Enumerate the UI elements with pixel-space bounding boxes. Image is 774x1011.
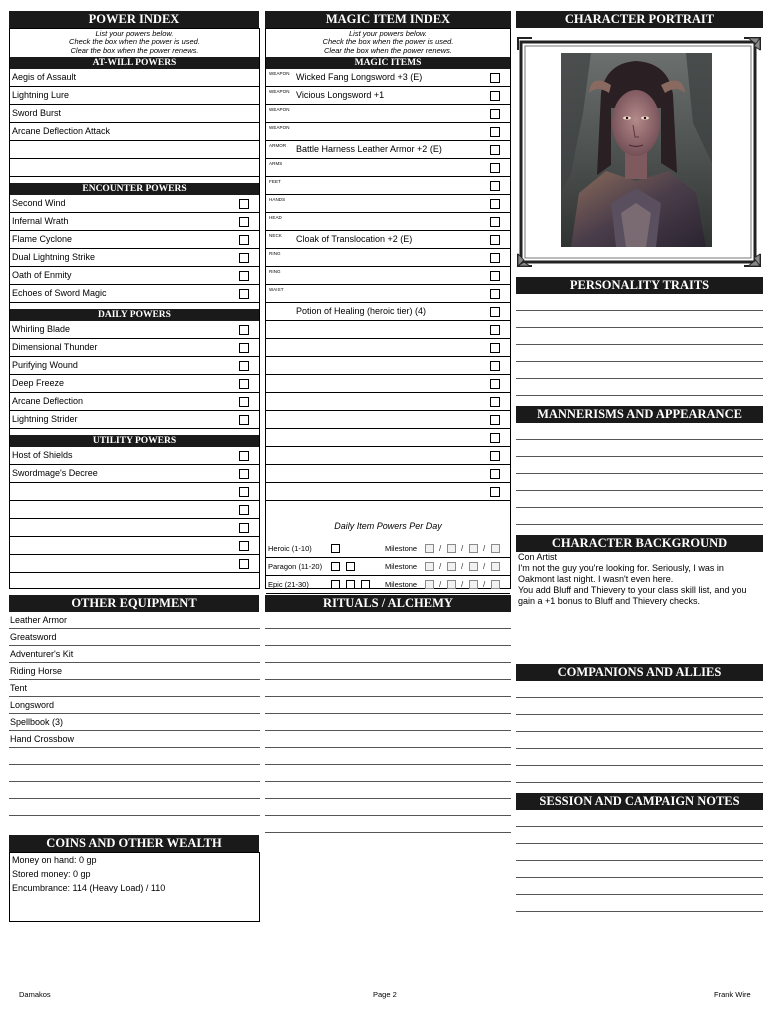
equipment-item: Greatsword [9,629,260,646]
power-used-checkbox[interactable] [239,415,249,425]
item-slot-label: WEAPON [269,89,290,94]
companion-line[interactable] [516,732,763,749]
personality-line[interactable] [516,311,763,328]
daily-use-checkbox[interactable] [331,562,340,571]
power-row [10,465,259,483]
ritual-line[interactable] [265,612,511,629]
power-row [10,501,259,519]
item-slot-label: WEAPON [269,71,290,76]
background-line: Con Artist [518,552,558,562]
power-name: Deep Freeze [12,378,65,388]
magic-item-row [266,429,510,447]
item-name: Potion of Healing (heroic tier) (4) [296,306,427,316]
mannerism-line[interactable] [516,508,763,525]
power-name: Lightning Strider [12,414,78,424]
item-used-checkbox[interactable] [490,469,500,479]
power-name: Aegis of Assault [12,72,77,82]
power-used-checkbox[interactable] [239,487,249,497]
character-background-title: CHARACTER BACKGROUND [516,535,763,552]
instruction-line: Clear the box when the power renews. [324,45,452,55]
milestone-checkbox[interactable] [491,580,500,589]
daily-use-checkbox[interactable] [331,544,340,553]
magic-item-row [266,267,510,285]
power-name: Arcane Deflection [12,396,84,406]
magic-item-row [266,69,510,87]
equipment-item: Tent [9,680,260,697]
power-used-checkbox[interactable] [239,451,249,461]
magic-item-row [266,213,510,231]
magic-item-index-title: MAGIC ITEM INDEX [265,11,511,28]
slash-separator: / [439,544,442,553]
personality-line[interactable] [516,294,763,311]
power-row [10,267,259,285]
power-used-checkbox[interactable] [239,469,249,479]
magic-items-header: MAGIC ITEMS [266,57,510,69]
item-used-checkbox[interactable] [490,127,500,137]
power-row [10,123,259,141]
personality-line[interactable] [516,345,763,362]
item-name: Battle Harness Leather Armor +2 (E) [296,144,442,154]
item-used-checkbox[interactable] [490,199,500,209]
encumbrance: Encumbrance: 114 (Heavy Load) / 110 [12,883,166,893]
power-row [10,195,259,213]
power-used-checkbox[interactable] [239,271,249,281]
magic-item-row [266,195,510,213]
slash-separator: / [461,544,464,553]
power-used-checkbox[interactable] [239,199,249,209]
slash-separator: / [483,562,486,571]
power-row [10,339,259,357]
magic-item-row [266,375,510,393]
mannerism-line[interactable] [516,491,763,508]
power-name: Purifying Wound [12,360,78,370]
portrait-illustration [561,53,712,247]
ritual-line[interactable] [265,714,511,731]
item-used-checkbox[interactable] [490,73,500,83]
daily-use-checkbox[interactable] [331,580,340,589]
notes-line[interactable] [516,895,763,912]
equipment-item [9,799,260,816]
power-name: Flame Cyclone [12,234,73,244]
power-name: Lightning Lure [12,90,70,100]
power-row [10,69,259,87]
equipment-item: Hand Crossbow [9,731,260,748]
milestone-label: Milestone [385,544,418,553]
power-name: Sword Burst [12,108,62,118]
item-used-checkbox[interactable] [490,397,500,407]
footer-player-name: Frank Wire [714,990,751,999]
notes-line[interactable] [516,878,763,895]
background-line: I'm not the guy you're looking for. Seriously, I was in [518,563,724,573]
power-row [10,555,259,573]
item-slot-label: WEAPON [269,125,290,130]
power-row [10,393,259,411]
power-used-checkbox[interactable] [239,217,249,227]
magic-item-row [266,465,510,483]
mannerism-line[interactable] [516,474,763,491]
ritual-line[interactable] [265,663,511,680]
background-text [518,552,763,607]
equipment-item [9,748,260,765]
power-row [10,141,259,159]
power-row [10,87,259,105]
item-used-checkbox[interactable] [490,109,500,119]
ritual-line[interactable] [265,816,511,833]
footer-character-name: Damakos [19,990,51,999]
encounter-powers-header: ENCOUNTER POWERS [10,183,259,195]
slash-separator: / [439,562,442,571]
slash-separator: / [483,580,486,589]
notes-line[interactable] [516,810,763,827]
personality-traits-title: PERSONALITY TRAITS [516,277,763,294]
power-row [10,537,259,555]
item-used-checkbox[interactable] [490,91,500,101]
tier-label: Epic (21-30) [268,580,309,589]
notes-line[interactable] [516,861,763,878]
power-used-checkbox[interactable] [239,325,249,335]
milestone-label: Milestone [385,580,418,589]
power-used-checkbox[interactable] [239,559,249,569]
slash-separator: / [461,562,464,571]
power-index-instructions [9,30,260,55]
power-name: Host of Shields [12,450,73,460]
utility-powers-header: UTILITY POWERS [10,435,259,447]
power-name: Dual Lightning Strike [12,252,96,262]
item-slot-label: RING [269,251,281,256]
milestone-checkbox[interactable] [447,544,456,553]
stored-money: Stored money: 0 gp [12,869,91,879]
item-slot-label: HANDS [269,197,286,202]
item-slot-label: HEAD [269,215,282,220]
item-used-checkbox[interactable] [490,181,500,191]
companion-line[interactable] [516,698,763,715]
item-slot-label: ARMS [269,161,283,166]
item-slot-label: FEET [269,179,281,184]
magic-item-row [266,87,510,105]
power-used-checkbox[interactable] [239,505,249,515]
other-equipment-title: OTHER EQUIPMENT [9,595,259,612]
power-row [10,483,259,501]
milestone-checkbox[interactable] [425,544,434,553]
power-name: Infernal Wrath [12,216,69,226]
power-row [10,357,259,375]
background-line: You add Bluff and Thievery to your class skill list, and you [518,585,747,595]
at-will-powers-header: AT-WILL POWERS [10,57,259,69]
power-name: Echoes of Sword Magic [12,288,107,298]
instruction-line: Check the box when the power is used. [69,37,200,47]
magic-item-row [266,357,510,375]
instruction-line: List your powers below. [349,29,427,38]
magic-item-instructions [265,30,511,55]
equipment-item: Adventurer's Kit [9,646,260,663]
money-on-hand: Money on hand: 0 gp [12,855,97,865]
companion-line[interactable] [516,766,763,783]
magic-item-row [266,141,510,159]
equipment-item [9,765,260,782]
power-row [10,321,259,339]
coins-title: COINS AND OTHER WEALTH [9,835,259,852]
character-portrait-title: CHARACTER PORTRAIT [516,11,763,28]
equipment-item: Riding Horse [9,663,260,680]
item-used-checkbox[interactable] [490,235,500,245]
item-used-checkbox[interactable] [490,289,500,299]
milestone-checkbox[interactable] [469,580,478,589]
power-name: Oath of Enmity [12,270,72,280]
equipment-item [9,782,260,799]
item-name: Cloak of Translocation +2 (E) [296,234,413,244]
rituals-title: RITUALS / ALCHEMY [265,595,511,612]
personality-line[interactable] [516,362,763,379]
magic-item-row [266,411,510,429]
item-used-checkbox[interactable] [490,433,500,443]
power-row [10,249,259,267]
power-used-checkbox[interactable] [239,343,249,353]
power-name: Arcane Deflection Attack [12,126,111,136]
item-used-checkbox[interactable] [490,379,500,389]
equipment-item: Longsword [9,697,260,714]
item-used-checkbox[interactable] [490,361,500,371]
item-used-checkbox[interactable] [490,415,500,425]
footer-page-number: Page 2 [373,990,397,999]
magic-item-row [266,339,510,357]
personality-line[interactable] [516,328,763,345]
power-used-checkbox[interactable] [239,523,249,533]
magic-item-row [266,123,510,141]
personality-line[interactable] [516,379,763,396]
power-index-title: POWER INDEX [9,11,259,28]
slash-separator: / [439,580,442,589]
background-line: Oakmont last night. I wasn't even here. [518,574,674,584]
power-used-checkbox[interactable] [239,541,249,551]
item-used-checkbox[interactable] [490,145,500,155]
power-row [10,519,259,537]
milestone-checkbox[interactable] [491,562,500,571]
character-portrait-image [561,53,712,247]
item-used-checkbox[interactable] [490,487,500,497]
milestone-checkbox[interactable] [469,562,478,571]
ritual-line[interactable] [265,782,511,799]
power-row [10,375,259,393]
milestone-label: Milestone [385,562,418,571]
item-used-checkbox[interactable] [490,271,500,281]
item-used-checkbox[interactable] [490,325,500,335]
companion-line[interactable] [516,681,763,698]
item-slot-label: ARMOR [269,143,287,148]
power-name: Whirling Blade [12,324,71,334]
item-slot-label: NECK [269,233,282,238]
ritual-line[interactable] [265,646,511,663]
magic-item-row [266,231,510,249]
instruction-line: List your powers below. [95,29,174,38]
ritual-line[interactable] [265,629,511,646]
power-used-checkbox[interactable] [239,289,249,299]
magic-item-row [266,159,510,177]
magic-item-row [266,393,510,411]
item-slot-label: RING [269,269,281,274]
item-slot-label: WAIST [269,287,284,292]
power-name: Second Wind [12,198,66,208]
ritual-line[interactable] [265,680,511,697]
power-used-checkbox[interactable] [239,397,249,407]
power-row [10,231,259,249]
magic-item-row [266,105,510,123]
power-used-checkbox[interactable] [239,253,249,263]
mannerism-line[interactable] [516,423,763,440]
ritual-line[interactable] [265,799,511,816]
ritual-line[interactable] [265,765,511,782]
item-used-checkbox[interactable] [490,253,500,263]
ritual-line[interactable] [265,731,511,748]
item-used-checkbox[interactable] [490,307,500,317]
instruction-line: Clear the box when the power renews. [70,45,199,55]
companion-line[interactable] [516,749,763,766]
magic-item-row [266,483,510,501]
magic-item-row [266,321,510,339]
item-name: Wicked Fang Longsword +3 (E) [296,72,423,82]
tier-label: Heroic (1-10) [268,544,312,553]
ritual-line[interactable] [265,697,511,714]
item-used-checkbox[interactable] [490,343,500,353]
milestone-checkbox[interactable] [425,580,434,589]
tier-label: Paragon (11-20) [268,562,323,571]
power-row [10,411,259,429]
power-used-checkbox[interactable] [239,379,249,389]
session-notes-title: SESSION AND CAMPAIGN NOTES [516,793,763,810]
daily-use-checkbox[interactable] [346,562,355,571]
item-used-checkbox[interactable] [490,163,500,173]
companions-title: COMPANIONS AND ALLIES [516,664,763,681]
mannerism-line[interactable] [516,457,763,474]
notes-line[interactable] [516,844,763,861]
equipment-item: Leather Armor [9,612,260,629]
power-name: Dimensional Thunder [12,342,98,352]
slash-separator: / [461,580,464,589]
companion-line[interactable] [516,715,763,732]
daily-use-checkbox[interactable] [346,580,355,589]
magic-item-row [266,177,510,195]
daily-use-checkbox[interactable] [361,580,370,589]
milestone-checkbox[interactable] [447,580,456,589]
power-row [10,213,259,231]
power-used-checkbox[interactable] [239,235,249,245]
mannerism-line[interactable] [516,440,763,457]
power-used-checkbox[interactable] [239,361,249,371]
power-row [10,447,259,465]
power-row [10,159,259,177]
item-used-checkbox[interactable] [490,217,500,227]
power-row [10,105,259,123]
ritual-line[interactable] [265,748,511,765]
power-row [10,285,259,303]
milestone-checkbox[interactable] [491,544,500,553]
daily-item-powers-title: Daily Item Powers Per Day [334,521,442,531]
magic-item-row [266,447,510,465]
background-line: gain a +1 bonus to Bluff and Thievery checks. [518,596,701,606]
magic-item-row [266,285,510,303]
item-name: Vicious Longsword +1 [296,90,385,100]
instruction-line: Check the box when the power is used. [322,37,454,47]
mannerisms-title: MANNERISMS AND APPEARANCE [516,406,763,423]
daily-powers-header: DAILY POWERS [10,309,259,321]
magic-item-row [266,249,510,267]
milestone-checkbox[interactable] [425,562,434,571]
slash-separator: / [483,544,486,553]
notes-line[interactable] [516,827,763,844]
magic-item-row [266,303,510,321]
item-used-checkbox[interactable] [490,451,500,461]
equipment-item: Spellbook (3) [9,714,260,731]
item-slot-label: WEAPON [269,107,290,112]
milestone-checkbox[interactable] [469,544,478,553]
milestone-checkbox[interactable] [447,562,456,571]
power-name: Swordmage's Decree [12,468,98,478]
